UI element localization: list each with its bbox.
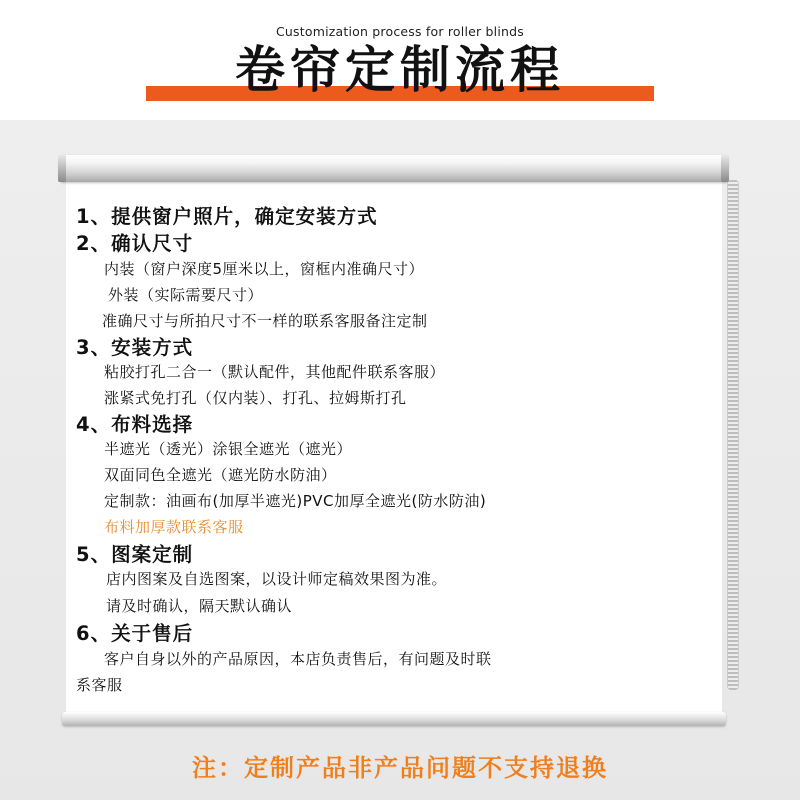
step-2-heading: 2、确认尺寸 (76, 232, 194, 255)
page-subtitle: Customization process for roller blinds (276, 24, 524, 39)
step-3-heading: 3、安装方式 (76, 336, 194, 359)
step-3-line: 粘胶打孔二合一（默认配件，其他配件联系客服） (104, 363, 446, 381)
step-6-line: 客户自身以外的产品原因，本店负责售后，有问题及时联 (104, 650, 492, 668)
step-5-line: 店内图案及自选图案，以设计师定稿效果图为准。 (106, 570, 448, 588)
roller-end-cap-left (58, 155, 66, 182)
step-5-heading: 5、图案定制 (76, 543, 194, 566)
step-4-line: 双面同色全遮光（遮光防水防油） (104, 466, 337, 484)
footer-note: 注：定制产品非产品问题不支持退换 (192, 754, 608, 782)
step-2-line: 准确尺寸与所拍尺寸不一样的联系客服备注定制 (102, 312, 428, 330)
step-1-heading: 1、提供窗户照片，确定安装方式 (76, 205, 378, 228)
step-4-line: 半遮光（透光）涂银全遮光（遮光） (104, 440, 353, 458)
header-area (0, 0, 800, 120)
blind-chain (727, 180, 739, 690)
step-3-line: 涨紧式免打孔（仅内装）、打孔、拉姆斯打孔 (104, 389, 407, 407)
step-4-heading: 4、布料选择 (76, 413, 194, 436)
step-6-line: 系客服 (76, 676, 123, 694)
blind-roller-tube (60, 155, 728, 182)
step-2-line: 内装（窗户深度5厘米以上，窗框内准确尺寸） (104, 260, 425, 278)
step-2-line: 外装（实际需要尺寸） (108, 286, 264, 304)
page-title: 卷帘定制流程 (235, 41, 565, 99)
blind-bottom-rail (62, 712, 726, 726)
step-5-line: 请及时确认，隔天默认确认 (106, 597, 293, 615)
step-6-heading: 6、关于售后 (76, 622, 194, 645)
roller-end-cap-right (721, 155, 729, 182)
step-4-highlight-line: 布料加厚款联系客服 (104, 518, 244, 536)
step-4-line: 定制款：油画布(加厚半遮光)PVC加厚全遮光(防水防油) (104, 492, 487, 510)
